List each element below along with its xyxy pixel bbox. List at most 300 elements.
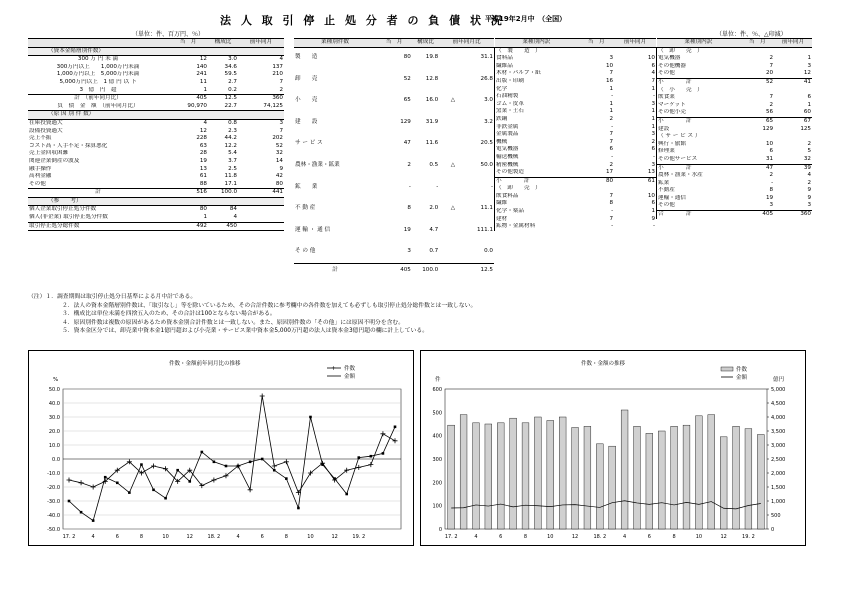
table-row-cell: 不動産 [657,187,741,195]
point-amount [249,461,252,464]
x-tick-label: 6 [260,534,264,540]
table-row [495,131,657,139]
table-row-cell: 228 [196,135,207,142]
table-row-cell: 1 [609,100,614,107]
table-row-cell: 1,000万円以上 5,000万円未満 [56,71,140,78]
table-row-cell: 電気機器 [495,146,579,154]
table-row-cell [238,214,284,222]
notes [28,293,476,336]
table-row-cell: 241 [196,71,207,78]
debt-row-cell: 90,970 [168,103,208,111]
table-row [657,202,813,210]
bar-count [596,444,603,529]
count-amount-bar-chart [420,350,806,546]
table-row-cell: 2.5 [228,165,237,172]
x-tick-label: 6 [647,534,651,540]
table-row [657,63,813,71]
table-row [495,47,657,55]
table-row-cell: 17.1 [224,180,237,187]
table-row [495,101,657,109]
bar-count [733,426,740,529]
table-row-cell: 12 [803,70,811,77]
table-row-cell: 10 [765,140,774,147]
table-row-cell: 化学・薬品 [495,208,579,216]
total-row-cell: 12.5 [208,95,238,103]
y-tick-label-right: 2,000 [771,471,786,477]
table-row-cell: 個人(非企業) 取引停止処分件数 [29,214,108,221]
point-amount [394,426,397,429]
debt-row-cell: 22.7 [208,103,238,111]
table-row-cell: 11.1 [480,205,493,212]
table-row-cell: 31.1 [480,54,493,61]
table-row-cell: 65 [740,117,774,125]
table-row-cell [578,47,614,55]
table-row-cell: 2 [279,86,283,93]
table-row-cell: 129 [762,125,774,132]
total-row-cell: 100.0 [208,189,238,198]
table-row-cell [614,47,656,55]
table-row-cell: 16.0 [425,97,439,104]
table-header-cell: 前年同月比 [439,39,494,48]
point-count [284,459,289,464]
y-tick-label: -40.0 [47,513,60,519]
table-row-cell: 111.1 [476,226,493,233]
unit-right: （単位：件、％、△印減） [716,31,787,38]
x-tick-label: 12 [571,534,579,540]
point-count [211,478,216,483]
y-tick-label-right: 500 [771,513,781,519]
table-row-cell: 56 [765,109,774,116]
table-row [657,133,813,141]
note-5: ５．資本金区分では、卸売業中資本金1億円超および小売業・サービス業中資本金5,000万円超の法人は資本金3億円超の欄に計上している。 [62,328,428,335]
table-row [28,158,284,166]
table-row-cell: 2 [807,140,811,147]
table-row-cell: 11 [199,78,207,85]
table-row-cell: その他サービス [657,156,741,164]
legend-label-amount: 金額 [736,375,748,381]
table-row-cell: △ [450,162,456,169]
table-row-cell: 80 [403,54,411,61]
table-row [657,180,813,188]
table-row-cell: その他 [29,180,46,187]
x-tick-label: 4 [91,534,95,540]
table-row [294,177,494,199]
x-tick-label: 10 [162,534,169,540]
table-row-cell: 2 [769,101,774,108]
y-tick-label-left: 200 [432,480,442,487]
table-row [657,195,813,203]
table-row-cell: 2.3 [228,127,237,134]
table-row-cell: 電気機器 [657,55,741,63]
table-row-cell: 19 [403,226,411,233]
point-amount [188,480,191,483]
y-tick-label-left: 300 [432,457,442,463]
table-row-cell: 3 [769,202,774,209]
table-row-cell: 125 [800,125,811,132]
point-count [393,438,398,443]
table-row [28,222,284,231]
table-header-cell: 前年同月 [238,39,284,48]
table-row-cell: （ 小 売 ） [657,87,741,95]
point-amount [225,465,228,468]
x-tick-label: 8 [672,534,676,540]
point-amount [357,456,360,459]
table-row-cell [774,87,812,95]
table-row-cell: 7 [651,77,655,84]
point-amount [80,511,83,514]
total-row-cell: 計 （前年同月比） [28,95,168,103]
bar-count [708,415,715,529]
x-tick-label: 10 [695,534,703,540]
table-row-cell: 7 [609,131,614,138]
table-row-cell: 60 [803,109,811,116]
table-row-cell: 50.0 [480,162,493,169]
table-row [495,124,657,132]
table-row [28,64,284,72]
table-row-cell: 19 [199,157,207,164]
table-header-cell: 前年同月 [774,39,812,48]
point-amount [309,416,312,419]
table-row-cell [740,87,774,95]
bar-count [473,423,480,529]
table-row-cell [439,220,456,242]
point-count [79,480,84,485]
table-row-cell: 5 [807,148,811,155]
table-row-cell: 47 [740,164,774,172]
table-row-cell: 8 [407,205,411,212]
table-row-cell: 建材 [495,216,579,224]
table-row-cell: 41 [774,78,812,86]
bar-count [609,446,616,529]
x-tick-label: 17. 2 [444,534,458,540]
table-row-cell: 3 [651,161,655,168]
point-count [272,464,277,469]
table-row-cell: 6 [807,94,811,101]
table-header-cell: 当 月 [578,39,614,48]
bar-count [534,417,541,529]
total-row-cell: 100.0 [412,263,439,279]
table-row-cell: 9 [807,194,811,201]
table-row-cell: 8 [609,200,614,207]
table-header-cell: 当 月 [376,39,412,48]
table-row-cell: 202 [272,135,283,142]
table-row [495,108,657,116]
table-row [28,135,284,143]
table-row [495,86,657,94]
table-row [657,117,813,125]
table-row [28,56,284,64]
table-row-cell: 2 [651,138,655,145]
table-row-cell: 7 [609,138,614,145]
table-row-cell: その他 [657,70,741,78]
table-row-cell: 建設 [657,126,741,134]
point-amount [164,497,167,500]
y-tick-label: -20.0 [47,485,60,491]
table-row-cell: 小 計 [657,117,741,125]
x-tick-label: 10 [547,534,554,540]
table-row-cell: 不 動 産 [295,205,316,212]
table-row [657,47,813,55]
industry-breakdown-table-2 [656,38,812,219]
table-row-cell: 84 [229,206,237,213]
x-tick-label: 6 [499,534,503,540]
table-row-cell: - [611,93,614,100]
table-row [495,93,657,101]
table-row-cell [238,222,284,231]
section-capital-label: （資本金階層別件数） [28,47,284,56]
table-row-cell: 65 [403,97,411,104]
y-tick-label-left: 0 [438,527,442,533]
y-tick-label: 10.0 [48,443,60,449]
note-3: ３．構成比は単位未満を四捨五入のため、その合計は100とならない場合がある。 [62,311,276,318]
table-row-cell: ゴム・皮革 [495,101,579,109]
table-row-cell: 3 [651,131,655,138]
table-row-cell [740,47,774,55]
table-row-cell: - [611,123,614,130]
x-tick-label: 18. 2 [593,534,607,540]
bar-count [695,416,702,529]
table-header-cell: 前年同月 [614,39,656,48]
table-row-cell: 20 [765,70,774,77]
y-tick-label: 30.0 [48,415,60,421]
table-row-cell: 農林・漁業・鉱業 [295,162,340,169]
bar-count [559,417,566,529]
table-row-cell: （ 製 造 ） [495,47,579,55]
table-row-cell [740,133,774,141]
table-row [495,55,657,63]
table-row-cell: 80 [199,206,207,213]
table-row-cell: 32 [803,155,811,162]
table-row-cell: 44.2 [224,135,237,142]
table-row-cell: 6 [651,62,655,69]
table-row-cell: 1 [651,115,655,122]
table-row-cell: 0.0 [484,248,493,255]
table-row-cell: 2 [769,55,774,62]
table-row-cell: 1 [609,85,614,92]
table-row-cell: 合 計 [657,211,741,219]
table-header-cell: 業種別件数 [294,39,376,48]
table-row-cell: 3.2 [484,118,493,125]
legend-swatch-count [721,367,733,371]
point-count [91,485,96,490]
table-row-cell: 3.0 [228,56,237,63]
table-row-cell: 19.8 [425,54,439,61]
table-row-cell: 3 億 円 超 [79,86,117,93]
table-row-cell [439,69,456,91]
table-row [28,79,284,87]
table-row-cell: 運輸・通信 [657,195,741,203]
x-tick-label: 6 [115,534,119,540]
point-count [380,431,385,436]
total-row-cell: 405 [168,95,208,103]
table-row-cell: 19 [765,194,774,201]
total-row [294,263,494,279]
table-row-cell: 関連企業倒産の波及 [29,157,80,164]
legend-marker-count: + [331,365,337,372]
table-row-cell: 3.7 [228,157,237,164]
table-row-cell: 67 [774,117,812,125]
table-row-cell: 405 [740,211,774,219]
table-row-cell: 売上金回収困難 [29,150,69,157]
bar-count [634,426,641,529]
table-row-cell: 3 [609,55,614,62]
point-amount [273,469,276,472]
table-row-cell: 6 [651,200,655,207]
table-row-cell: 小 計 [657,78,741,86]
table-row-cell: 5,000万円以上 1 億 円 以 下 [59,78,137,85]
table-row-cell: 137 [272,63,283,70]
point-amount [213,461,216,464]
table-row-cell: 450 [208,222,238,231]
table-row-cell: サ ー ビ ス [295,140,323,147]
legend-label-count: 件数 [736,367,748,373]
table-header-cell: 業種別内訳 [495,39,579,48]
table-header-cell: 構成比 [208,39,238,48]
point-count [368,462,373,467]
table-row-cell: 1 [203,214,207,221]
table-row [495,216,657,224]
table-row-cell: 2 [609,115,614,122]
table-row-cell [578,185,614,193]
bar-count [584,426,591,529]
table-row [495,162,657,170]
table-row-cell: 4 [233,214,237,221]
x-tick-label: 8 [523,534,528,540]
page-title: 法 人 取 引 停 止 処 分 者 の 負 債 状 況 [220,14,505,27]
yoy-line-chart [28,350,414,546]
table-row-cell: 6 [769,148,774,155]
total-row [28,95,284,103]
table-row-cell: 13 [199,165,207,172]
table-row-cell: 機械 [495,139,579,147]
table-row [657,141,813,149]
x-tick-label: 12 [186,534,193,540]
table-row-cell: △ [450,205,456,212]
table-row-cell [238,206,284,214]
table-row-cell: 7 [769,94,774,101]
y-tick-label: 50.0 [48,387,60,393]
point-count [356,465,361,470]
bar-count [671,426,678,529]
table-row-cell: 20.5 [480,140,493,147]
table-row-cell: 52 [275,142,283,149]
table-row-cell: 鉄鋼 [495,116,579,124]
table-row-cell: 在庫投資過大 [29,119,63,126]
bar-count [497,423,504,529]
table-header-cell: 業種別内訳 [657,39,741,48]
y-tick-label-left: 500 [432,410,442,417]
table-row-cell: 1 [651,208,655,215]
table-row [294,90,494,112]
point-amount [128,491,131,494]
section-reference-label: （参 考） [28,197,284,206]
table-row-cell: 63 [199,142,207,149]
table-header-cell: 当 月 [168,39,208,48]
table-row [657,102,813,110]
table-row-cell: - [611,153,614,160]
table-row [495,146,657,154]
table-row-cell: 80 [578,177,614,185]
table-row [28,128,284,136]
bar-count [460,415,467,529]
table-row-cell: 修理業 [657,148,741,156]
x-tick-label: 8 [139,534,144,540]
table-row-cell: 1 [651,85,655,92]
table-row-cell: - [436,183,439,190]
y-tick-label: -50.0 [47,527,60,533]
table-row-cell: 7 [609,70,614,77]
table-row-cell: 4 [807,172,811,179]
table-row [294,69,494,91]
table-row [28,166,284,174]
table-row-cell: 0.5 [429,162,439,169]
point-amount [261,458,264,461]
table-header-cell: 構成比 [412,39,439,48]
table-row-cell: 4 [203,119,207,126]
table-row [495,139,657,147]
table-row-cell: 7 [609,192,614,199]
table-row-cell: 52 [403,75,411,82]
table-row-cell: - [771,179,774,186]
table-row-cell: 繊維 [495,200,579,208]
table-row-cell: 300万円以上 1,000万円未満 [56,63,140,70]
table-row-cell: 7 [279,127,283,134]
table-row [657,94,813,102]
table-row [28,206,284,214]
total-row-cell: 441 [238,189,284,198]
table-row-cell: △ [450,97,456,104]
table-row-cell: 88 [199,180,207,187]
bar-count [547,421,554,530]
point-count [260,394,265,399]
y-tick-label: -10.0 [47,471,60,477]
table-row-cell: 小 計 [495,177,579,185]
table-row [495,154,657,162]
series-count-line [69,396,395,493]
total-row-cell [439,263,456,279]
table-row-cell: 300 万 円 未 満 [77,56,119,63]
table-row [495,223,657,231]
debt-row-cell: 74,125 [238,103,284,111]
y-tick-label-right: 5,000 [771,387,786,393]
table-row-cell: 窯業・土石 [495,108,579,116]
table-row [28,87,284,95]
table-row [495,70,657,78]
y-tick-label-left: 100 [432,503,442,510]
debt-row [28,103,284,111]
table-row [28,143,284,151]
table-row [28,214,284,222]
series-amount-line [69,417,395,521]
table-row [28,71,284,79]
count-amount-bar-chart-svg [421,351,807,547]
table-row-cell: 4 [651,70,655,77]
point-amount [285,477,288,480]
table-row-cell: 1 [203,86,207,93]
table-row [294,198,494,220]
y-tick-label-right: 3,500 [771,429,786,435]
point-amount [297,507,300,510]
table-row [28,181,284,189]
table-row-cell: 7 [279,78,283,85]
table-row-cell: 木材・パルプ・紙 [495,70,579,78]
table-row [657,156,813,164]
table-row-cell: 7 [609,215,614,222]
y-axis-label-right: 億円 [773,377,785,383]
bar-count [572,428,579,530]
table-row-cell: その他小売 [657,109,741,117]
x-tick-label: 18. 2 [207,534,221,540]
